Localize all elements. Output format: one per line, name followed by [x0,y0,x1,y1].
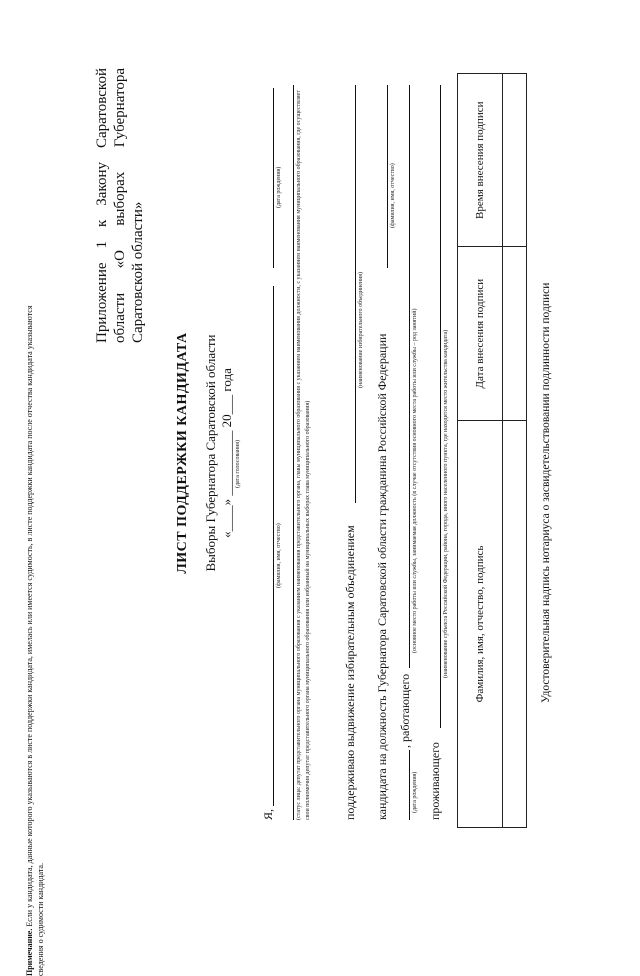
notary-certification: Удостоверительная надпись нотариуса о засвидетельствовании подлинности подписи [540,282,552,703]
address-caption: (наименование субъекта Российской Федерации, района, города, иного населенного пункта, где находится место жительства кандидата) [443,329,449,678]
work-line [409,85,410,668]
address-line [440,85,441,728]
work-caption: (основное место работы или службы, занимаемая должность (в случае отсутствия основного места работы или службы – род занятий) [412,308,418,653]
note-text [24,296,46,976]
living-label: проживающего [428,742,442,820]
header-date: Дата внесения подписи [458,247,503,420]
working-label: , работающего [398,673,412,748]
association-caption: (наименование избирательного объединения) [358,271,364,388]
rotated-form [85,38,555,868]
form-title: ЛИСТ ПОДДЕРЖКИ КАНДИДАТА [175,332,190,574]
ya-label: Я, [261,808,275,820]
cell-time[interactable] [503,74,527,247]
status-line [293,85,294,820]
cell-fio[interactable] [503,420,527,827]
cell-date[interactable] [503,247,527,420]
nominated-label: поддерживаю выдвижение избирательным объединением [343,525,357,820]
fio-line [273,286,274,806]
appendix-heading: Приложение 1 к Закону Саратовской области «О выборах Губернатора Саратовской области» [94,68,146,343]
candidate-fio-caption: (фамилия, имя, отчество) [390,163,396,228]
birth-line [273,88,274,268]
election-date-line: «____» __________ 20___ года [219,368,234,538]
election-date-caption: (дата голосования) [235,439,241,488]
note-block [24,296,56,976]
birth2-caption: (дата рождения) [412,771,418,813]
signature-table [457,73,527,828]
birth-caption: (дата рождения) [276,166,282,208]
header-time: Время внесения подписи [458,74,503,247]
association-line [355,85,356,503]
note-label: Примечание. [25,928,34,976]
fio-caption: (фамилия, имя, отчество) [276,523,282,588]
note-body: Если у кандидата, данные которого указываются в листе поддержки кандидата, имелась или имеется судимость, в листе поддержки кандидата после отчества кандидата указываются сведения о судимости кандидата. [25,305,45,976]
candidate-label: кандидата на должность Губернатора Саратовской области гражданина Российской Федерации [375,333,389,820]
header-fio: Фамилия, имя, отчество, подпись [458,420,503,827]
candidate-fio-line [387,85,388,268]
birth2-line [409,750,410,820]
status-caption: (статус лица: депутат представительного органа муниципального образования с указанием наименования представительного органа, главы муниципального образования с указанием наименования должности, с указанием наименования муниципального образования, где осуществляет свои полномочия депутат представительного органа муниципального образования или избранный на муниципальных выборах глава муниципального образования) [296,90,311,820]
election-line: Выборы Губернатора Саратовской области [203,334,218,572]
